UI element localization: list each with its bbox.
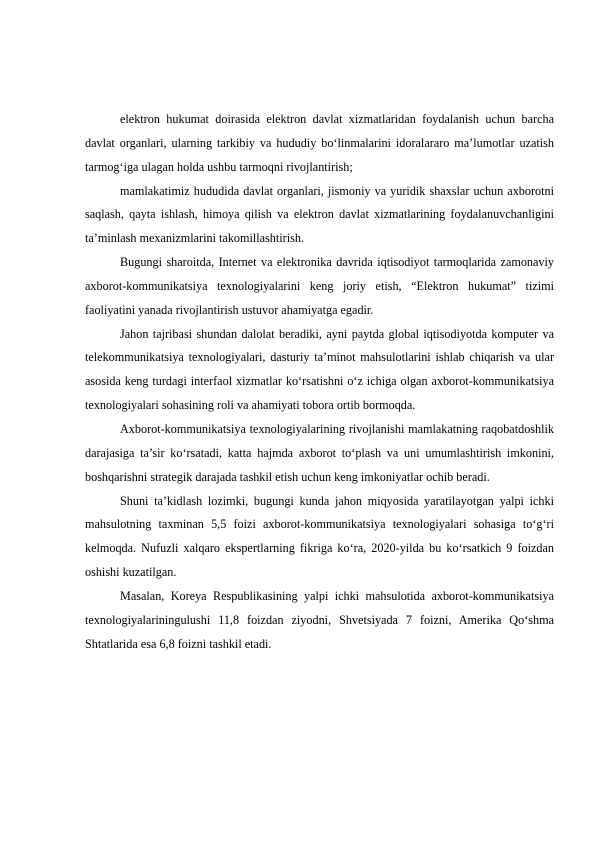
body-text <box>85 108 554 656</box>
paragraph: Shuni ta’kidlash lozimki, bugungi kunda jahon miqyosida yaratilayotgan yalpi ichki mahsulotning taxminan 5,5 foizi axborot-kommunikatsiya texnologiyalari sohasiga to‘g‘ri kelmoqda. Nufuzli xalqaro ekspertlarning fikriga ko‘ra, 2020-yilda bu ko‘rsatkich 9 foizdan oshishi kuzatilgan. <box>85 493 554 580</box>
paragraph: Axborot-kommunikatsiya texnologiyalarining rivojlanishi mamlakatning raqobatdoshlik darajasiga ta’sir ko‘rsatadi, katta hajmda axborot to‘plash va uni umumlashtirish imkonini, boshqarishni strategik darajada tashkil etish uchun keng imkoniyatlar ochib beradi. <box>85 421 554 484</box>
paragraph: elektron hukumat doirasida elektron davlat xizmatlaridan foydalanish uchun barcha davlat organlari, ularning tarkibiy va hududiy bo‘linmalarini idoralararo ma’lumotlar uzatish tarmog‘iga ulagan holda ushbu tarmoqni rivojlantirish; <box>85 112 554 174</box>
paragraph: mamlakatimiz hududida davlat organlari, jismoniy va yuridik shaxslar uchun axborotni saqlash, qayta ishlash, himoya qilish va elektron davlat xizmatlarining foydalanuvchanligini ta’minlash mexanizmlarini takomillashtirish. <box>85 183 554 246</box>
paragraph: Bugungi sharoitda, Internet va elektronika davrida iqtisodiyot tarmoqlarida zamonaviy axborot-kommunikatsiya texnologiyalarini keng joriy etish, “Elektron hukumat” tizimi faoliyatini yanada rivojlantirish ustuvor ahamiyatga egadir. <box>85 255 554 317</box>
paragraph: Jahon tajribasi shundan dalolat beradiki, ayni paytda global iqtisodiyotda komputer va telekommunikatsiya texnologiyalari, dasturiy ta’minot mahsulotlarini ishlab chiqarish va ular asosida keng turdagi interfaol xizmatlar ko‘rsatishni o‘z ichiga olgan axborot-kommunikatsiya texnologiyalari sohasining roli va ahamiyati tobora ortib bormoqda. <box>85 326 554 413</box>
paragraph: Masalan, Koreya Respublikasining yalpi ichki mahsulotida axborot-kommunikatsiya texnologiyalariningulushi 11,8 foizdan ziyodni, Shvetsiyada 7 foizni, Amerika Qo‘shma Shtatlarida esa 6,8 foizni tashkil etadi. <box>85 588 554 651</box>
